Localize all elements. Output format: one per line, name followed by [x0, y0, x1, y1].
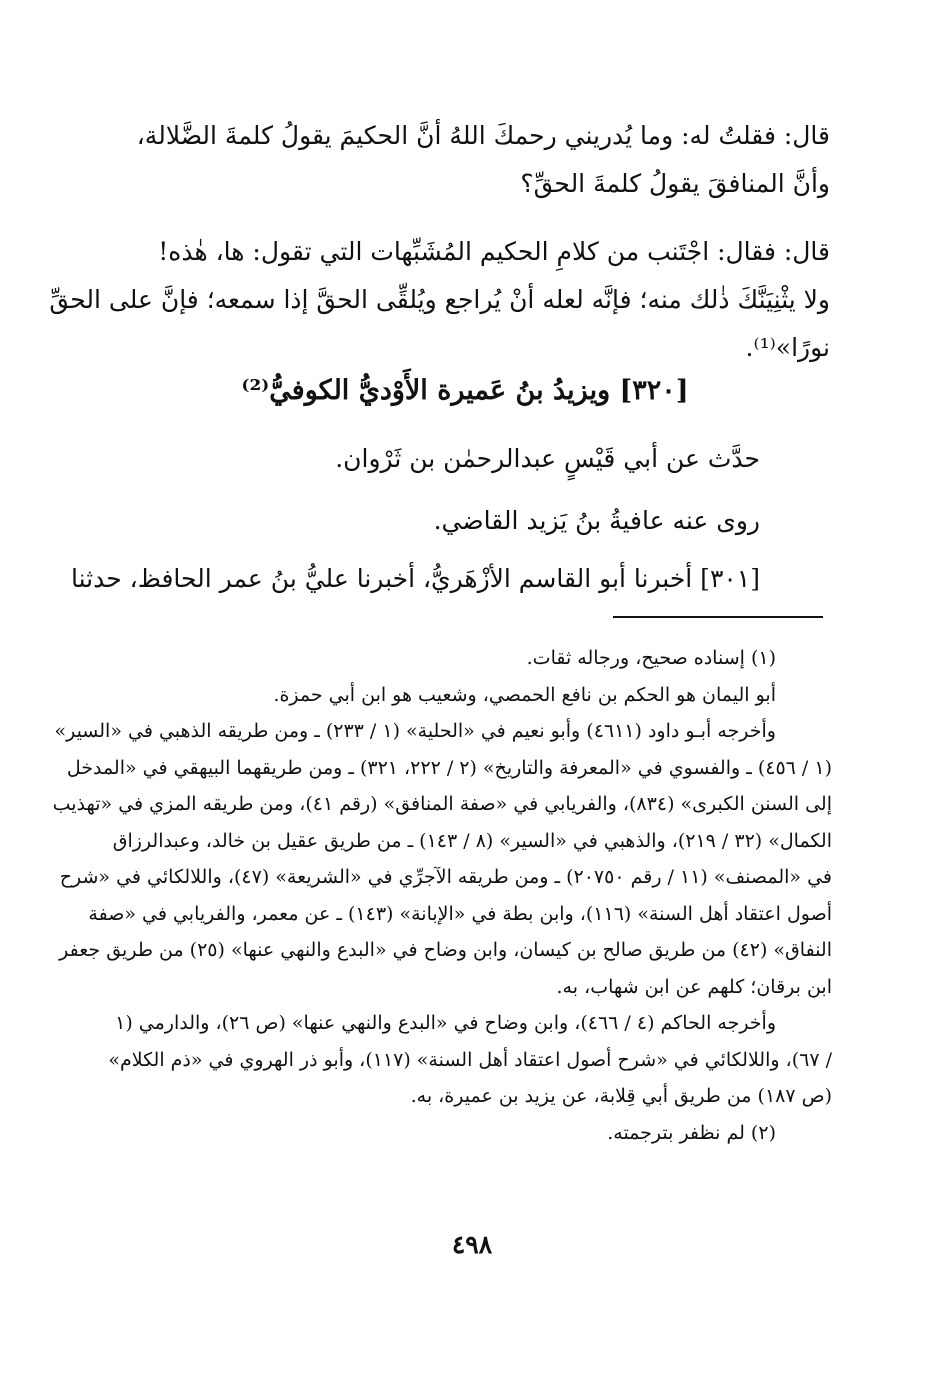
footnote-line: إلى السنن الكبرى» (٨٣٤)، والفريابي في «صفة المنافق» (رقم ٤١)، ومن طريقه المزي في «تهذيب	[52, 793, 832, 815]
text-line: نورًا»⁽¹⁾.	[745, 333, 830, 362]
narrated-from: حدَّث عن أبي قَيْسٍ عبدالرحمٰن بن ثَرْوان.	[335, 444, 760, 473]
report-start: [٣٠١] أخبرنا أبو القاسم الأزْهَريُّ، أخبرنا عليُّ بنُ عمر الحافظ، حدثنا	[71, 564, 760, 593]
footnote-line: النفاق» (٤٢) من طريق صالح بن كيسان، وابن وضاح في «البدع والنهي عنها» (٢٥) من طريق جعفر	[59, 939, 832, 961]
footnote-line: أصول اعتقاد أهل السنة» (١١٦)، وابن بطة في «الإبانة» (١٤٣) ـ عن معمر، والفريابي في «صفة	[88, 902, 832, 925]
footnote-1: (١) إسناده صحيح، ورجاله ثقات.	[526, 647, 776, 669]
footnote-line: (١ / ٤٥٦) ـ والفسوي في «المعرفة والتاريخ» (٢ / ٢٢٢، ٣٢١) ـ ومن طريقهما البيهقي في «المدخل	[66, 756, 832, 779]
footnote-line: في «المصنف» (١١ / رقم ٢٠٧٥٠) ـ ومن طريقه الآجرِّي في «الشريعة» (٤٧)، واللالكائي في «شرح	[59, 866, 832, 888]
footnote-line: أبو اليمان هو الحكم بن نافع الحمصي، وشعيب هو ابن أبي حمزة.	[273, 683, 776, 706]
text-line: قال: فقال: اجْتَنب من كلامِ الحكيم المُشَبِّهات التي تقول: ها، هٰذه!	[158, 237, 830, 266]
narrated-by: روى عنه عافيةُ بنُ يَزيد القاضي.	[433, 506, 760, 535]
entry-title: [٣٢٠] ويزيدُ بنُ عَميرة الأَوْديُّ الكوفيُّ⁽²⁾	[241, 375, 689, 406]
page-number: ٤٩٨	[451, 1230, 493, 1259]
footnote-2: (٢) لم نظفر بترجمته.	[607, 1121, 776, 1144]
footnote-line: (ص ١٨٧) من طريق أبي قِلابة، عن يزيد بن عميرة، به.	[410, 1085, 832, 1107]
text-line: ولا يثْنِيَنَّكَ ذٰلك منه؛ فإنَّه لعله أنْ يُراجع ويُلقِّى الحقَّ إذا سمعه؛ فإنَّ على الحقِّ	[49, 285, 830, 314]
footnote-line: / ٦٧)، واللالكائي في «شرح أصول اعتقاد أهل السنة» (١١٧)، وأبو ذر الهروي في «ذم الكلام»	[108, 1048, 832, 1071]
footnotes	[52, 640, 832, 1151]
footnote-line: الكمال» (٣٢ / ٢١٩)، والذهبي في «السير» (٨ / ١٤٣) ـ من طريق عقيل بن خالد، وعبدالرزاق	[112, 829, 832, 852]
paragraph-2	[49, 228, 830, 372]
text-line: وأنَّ المنافقَ يقولُ كلمةَ الحقِّ؟	[520, 169, 830, 198]
footnote-line: وأخرجه أبـو داود (٤٦١١) وأبو نعيم في «الحلية» (١ / ٢٣٣) ـ ومن طريقه الذهبي في «السير»	[54, 720, 776, 742]
paragraph-1	[100, 112, 830, 208]
footnote-divider	[613, 616, 823, 618]
main-text	[49, 112, 830, 392]
footnote-line: وأخرجه الحاكم (٤ / ٤٦٦)، وابن وضاح في «البدع والنهي عنها» (ص ٢٦)، والدارمي (١	[115, 1012, 776, 1034]
text-line: قال: فقلتُ له: وما يُدريني رحمكَ اللهُ أنَّ الحكيمَ يقولُ كلمةَ الضَّلالة،	[136, 121, 830, 150]
footnote-line: ابن برقان؛ كلهم عن ابن شهاب، به.	[556, 975, 832, 998]
